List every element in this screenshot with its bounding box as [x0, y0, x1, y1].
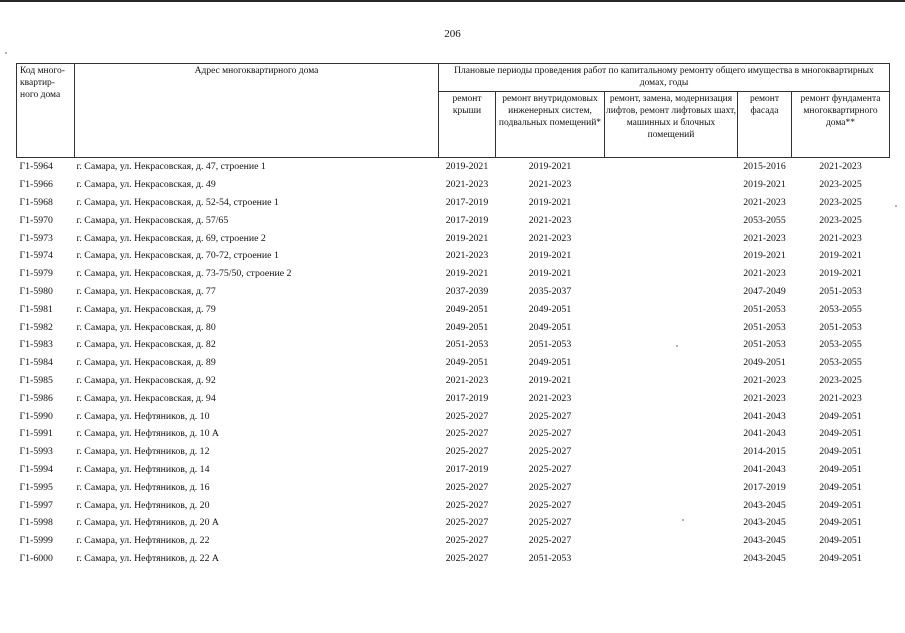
- cell-foundation: 2049-2051: [819, 552, 862, 564]
- cell-internal: 2025-2027: [528, 446, 572, 458]
- cell-address: г. Самара, ул. Некрасовская, д. 73-75/50, строение 2: [76, 268, 292, 280]
- cell-foundation: 2049-2051: [819, 428, 862, 440]
- cell-elevators: [605, 247, 738, 265]
- header-code: Код много-квартир-ного дома: [17, 64, 75, 158]
- cell-elevators: [605, 443, 738, 461]
- cell-roof: 2049-2051: [445, 303, 489, 315]
- cell-internal: 2049-2051: [528, 321, 572, 333]
- table-row: [17, 532, 890, 550]
- cell-foundation: 2049-2051: [819, 463, 862, 475]
- cell-roof: 2025-2027: [445, 517, 489, 529]
- cell-roof: 2019-2021: [445, 268, 489, 280]
- cell-facade: 2021-2023: [743, 374, 786, 386]
- cell-internal: 2021-2023: [528, 392, 572, 404]
- cell-code: Г1-5984: [19, 357, 53, 369]
- cell-elevators: [605, 425, 738, 443]
- cell-facade: 2021-2023: [743, 268, 786, 280]
- cell-roof: 2017-2019: [445, 214, 489, 226]
- cell-address: г. Самара, ул. Нефтяников, д. 10: [76, 410, 210, 422]
- cell-facade: 2019-2021: [743, 179, 786, 191]
- cell-internal: 2025-2027: [528, 535, 572, 547]
- cell-elevators: [605, 389, 738, 407]
- table-row: [17, 211, 890, 229]
- cell-facade: 2021-2023: [743, 232, 786, 244]
- cell-roof: 2021-2023: [445, 374, 489, 386]
- table-row: [17, 229, 890, 247]
- cell-facade: 2041-2043: [743, 463, 786, 475]
- cell-code: Г1-5982: [19, 321, 53, 333]
- cell-elevators: [605, 283, 738, 301]
- cell-elevators: [605, 461, 738, 479]
- cell-foundation: 2051-2053: [819, 285, 862, 297]
- cell-address: г. Самара, ул. Некрасовская, д. 49: [76, 179, 216, 191]
- cell-code: Г1-5990: [19, 410, 53, 422]
- cell-internal: 2019-2021: [528, 250, 572, 262]
- cell-address: г. Самара, ул. Некрасовская, д. 89: [76, 357, 216, 369]
- table-row: [17, 283, 890, 301]
- cell-facade: 2051-2053: [743, 321, 786, 333]
- cell-roof: 2025-2027: [445, 428, 489, 440]
- cell-foundation: 2049-2051: [819, 481, 862, 493]
- cell-foundation: 2023-2025: [819, 214, 862, 226]
- cell-roof: 2025-2027: [445, 481, 489, 493]
- cell-elevators: [605, 158, 738, 176]
- header-periods: Плановые периоды проведения работ по капитальному ремонту общего имущества в многоквартирных домах, годы: [439, 64, 890, 92]
- cell-address: г. Самара, ул. Некрасовская, д. 69, строение 2: [76, 232, 266, 244]
- table-row: [17, 336, 890, 354]
- cell-address: г. Самара, ул. Нефтяников, д. 10 А: [76, 428, 219, 440]
- cell-address: г. Самара, ул. Некрасовская, д. 94: [76, 392, 216, 404]
- cell-roof: 2017-2019: [445, 392, 489, 404]
- cell-address: г. Самара, ул. Нефтяников, д. 20 А: [76, 517, 219, 529]
- cell-internal: 2025-2027: [528, 481, 572, 493]
- cell-elevators: [605, 265, 738, 283]
- cell-foundation: 2021-2023: [819, 161, 862, 173]
- cell-roof: 2017-2019: [445, 463, 489, 475]
- scan-speck: [5, 52, 7, 54]
- cell-roof: 2025-2027: [445, 499, 489, 511]
- cell-elevators: [605, 496, 738, 514]
- cell-internal: 2049-2051: [528, 303, 572, 315]
- cell-elevators: [605, 229, 738, 247]
- cell-roof: 2025-2027: [445, 446, 489, 458]
- repair-schedule-table: [16, 63, 890, 567]
- cell-elevators: [605, 194, 738, 212]
- cell-code: Г1-5994: [19, 463, 53, 475]
- cell-facade: 2043-2045: [743, 499, 786, 511]
- cell-code: Г1-5998: [19, 517, 53, 529]
- cell-internal: 2021-2023: [528, 214, 572, 226]
- cell-address: г. Самара, ул. Некрасовская, д. 79: [76, 303, 216, 315]
- cell-internal: 2025-2027: [528, 428, 572, 440]
- cell-code: Г1-5974: [19, 250, 53, 262]
- cell-code: Г1-5973: [19, 232, 53, 244]
- cell-internal: 2035-2037: [528, 285, 572, 297]
- cell-facade: 2043-2045: [743, 517, 786, 529]
- cell-internal: 2025-2027: [528, 517, 572, 529]
- cell-address: г. Самара, ул. Некрасовская, д. 80: [76, 321, 216, 333]
- cell-foundation: 2049-2051: [819, 410, 862, 422]
- cell-internal: 2049-2051: [528, 357, 572, 369]
- cell-code: Г1-5999: [19, 535, 53, 547]
- cell-internal: 2021-2023: [528, 179, 572, 191]
- cell-roof: 2025-2027: [445, 535, 489, 547]
- table-row: [17, 550, 890, 568]
- cell-facade: 2051-2053: [743, 303, 786, 315]
- table-row: [17, 354, 890, 372]
- cell-internal: 2025-2027: [528, 499, 572, 511]
- table-row: [17, 461, 890, 479]
- cell-address: г. Самара, ул. Некрасовская, д. 92: [76, 374, 216, 386]
- cell-facade: 2014-2015: [743, 446, 786, 458]
- cell-address: г. Самара, ул. Некрасовская, д. 57/65: [76, 214, 229, 226]
- cell-facade: 2043-2045: [743, 552, 786, 564]
- cell-foundation: 2049-2051: [819, 446, 862, 458]
- cell-roof: 2021-2023: [445, 179, 489, 191]
- cell-foundation: 2053-2055: [819, 357, 862, 369]
- table-row: [17, 176, 890, 194]
- cell-code: Г1-5964: [19, 161, 53, 173]
- cell-roof: 2025-2027: [445, 410, 489, 422]
- table-row: [17, 514, 890, 532]
- cell-elevators: [605, 300, 738, 318]
- cell-code: Г1-5986: [19, 392, 53, 404]
- cell-facade: 2041-2043: [743, 410, 786, 422]
- cell-foundation: 2053-2055: [819, 303, 862, 315]
- table-row: [17, 300, 890, 318]
- cell-internal: 2021-2023: [528, 232, 572, 244]
- cell-facade: 2021-2023: [743, 196, 786, 208]
- cell-code: Г1-5979: [19, 268, 53, 280]
- table-row: [17, 496, 890, 514]
- cell-facade: 2021-2023: [743, 392, 786, 404]
- page-number: 206: [444, 28, 461, 40]
- cell-code: Г1-6000: [19, 552, 53, 564]
- cell-elevators: [605, 478, 738, 496]
- cell-code: Г1-5980: [19, 285, 53, 297]
- cell-address: г. Самара, ул. Некрасовская, д. 52-54, строение 1: [76, 196, 279, 208]
- cell-internal: 2051-2053: [528, 552, 572, 564]
- cell-facade: 2019-2021: [743, 250, 786, 262]
- cell-foundation: 2021-2023: [819, 392, 862, 404]
- cell-facade: 2047-2049: [743, 285, 786, 297]
- table-row: [17, 478, 890, 496]
- cell-foundation: 2023-2025: [819, 179, 862, 191]
- cell-internal: 2051-2053: [528, 339, 572, 351]
- cell-facade: 2017-2019: [743, 481, 786, 493]
- cell-code: Г1-5981: [19, 303, 53, 315]
- cell-code: Г1-5995: [19, 481, 53, 493]
- cell-elevators: [605, 318, 738, 336]
- cell-foundation: 2023-2025: [819, 374, 862, 386]
- header-internal: ремонт внутридомовых инженерных систем, подвальных помещений*: [496, 92, 605, 158]
- cell-internal: 2025-2027: [528, 463, 572, 475]
- cell-foundation: 2049-2051: [819, 535, 862, 547]
- cell-internal: 2019-2021: [528, 268, 572, 280]
- cell-code: Г1-5968: [19, 196, 53, 208]
- cell-facade: 2015-2016: [743, 161, 786, 173]
- cell-roof: 2037-2039: [445, 285, 489, 297]
- cell-code: Г1-5970: [19, 214, 53, 226]
- cell-roof: 2019-2021: [445, 232, 489, 244]
- cell-roof: 2025-2027: [445, 552, 489, 564]
- cell-address: г. Самара, ул. Некрасовская, д. 77: [76, 285, 216, 297]
- scan-speck: [682, 519, 684, 521]
- cell-address: г. Самара, ул. Нефтяников, д. 22 А: [76, 552, 219, 564]
- cell-roof: 2051-2053: [445, 339, 489, 351]
- cell-facade: 2053-2055: [743, 214, 786, 226]
- cell-foundation: 2021-2023: [819, 232, 862, 244]
- table-row: [17, 372, 890, 390]
- cell-roof: 2021-2023: [445, 250, 489, 262]
- table-row: [17, 265, 890, 283]
- cell-facade: 2041-2043: [743, 428, 786, 440]
- scan-speck: [676, 345, 678, 347]
- table-row: [17, 194, 890, 212]
- scan-speck: [895, 205, 897, 207]
- cell-code: Г1-5993: [19, 446, 53, 458]
- cell-elevators: [605, 372, 738, 390]
- cell-code: Г1-5985: [19, 374, 53, 386]
- cell-address: г. Самара, ул. Нефтяников, д. 12: [76, 446, 210, 458]
- header-facade: ремонт фасада: [738, 92, 792, 158]
- cell-address: г. Самара, ул. Нефтяников, д. 14: [76, 463, 210, 475]
- table-row: [17, 318, 890, 336]
- cell-elevators: [605, 407, 738, 425]
- cell-address: г. Самара, ул. Некрасовская, д. 70-72, строение 1: [76, 250, 279, 262]
- table-row: [17, 407, 890, 425]
- cell-facade: 2049-2051: [743, 357, 786, 369]
- header-address: Адрес многоквартирного дома: [75, 64, 439, 158]
- table-row: [17, 443, 890, 461]
- cell-foundation: 2049-2051: [819, 517, 862, 529]
- cell-code: Г1-5997: [19, 499, 53, 511]
- cell-internal: 2019-2021: [528, 374, 572, 386]
- cell-foundation: 2051-2053: [819, 321, 862, 333]
- cell-foundation: 2023-2025: [819, 196, 862, 208]
- table-row: [17, 425, 890, 443]
- cell-foundation: 2053-2055: [819, 339, 862, 351]
- cell-elevators: [605, 354, 738, 372]
- table-body: [17, 158, 890, 568]
- cell-code: Г1-5991: [19, 428, 53, 440]
- cell-internal: 2019-2021: [528, 196, 572, 208]
- cell-elevators: [605, 336, 738, 354]
- header-roof: ремонт крыши: [439, 92, 496, 158]
- cell-address: г. Самара, ул. Нефтяников, д. 20: [76, 499, 210, 511]
- cell-internal: 2025-2027: [528, 410, 572, 422]
- page-top-rule: [0, 0, 905, 2]
- cell-address: г. Самара, ул. Нефтяников, д. 16: [76, 481, 210, 493]
- header-row-1: [17, 64, 890, 92]
- table-row: [17, 389, 890, 407]
- cell-address: г. Самара, ул. Некрасовская, д. 82: [76, 339, 216, 351]
- cell-roof: 2019-2021: [445, 161, 489, 173]
- cell-elevators: [605, 176, 738, 194]
- cell-roof: 2017-2019: [445, 196, 489, 208]
- cell-facade: 2051-2053: [743, 339, 786, 351]
- table-row: [17, 247, 890, 265]
- cell-elevators: [605, 211, 738, 229]
- cell-roof: 2049-2051: [445, 357, 489, 369]
- cell-code: Г1-5983: [19, 339, 53, 351]
- cell-elevators: [605, 550, 738, 568]
- cell-address: г. Самара, ул. Нефтяников, д. 22: [76, 535, 210, 547]
- table-row: [17, 158, 890, 176]
- cell-foundation: 2049-2051: [819, 499, 862, 511]
- cell-address: г. Самара, ул. Некрасовская, д. 47, строение 1: [76, 161, 266, 173]
- cell-elevators: [605, 532, 738, 550]
- cell-foundation: 2019-2021: [819, 250, 862, 262]
- cell-code: Г1-5966: [19, 179, 53, 191]
- cell-elevators: [605, 514, 738, 532]
- cell-roof: 2049-2051: [445, 321, 489, 333]
- header-foundation: ремонт фундамента многоквартирного дома**: [792, 92, 890, 158]
- cell-foundation: 2019-2021: [819, 268, 862, 280]
- cell-internal: 2019-2021: [528, 161, 572, 173]
- header-elevators: ремонт, замена, модернизация лифтов, ремонт лифтовых шахт, машинных и блочных помещений: [605, 92, 738, 158]
- cell-facade: 2043-2045: [743, 535, 786, 547]
